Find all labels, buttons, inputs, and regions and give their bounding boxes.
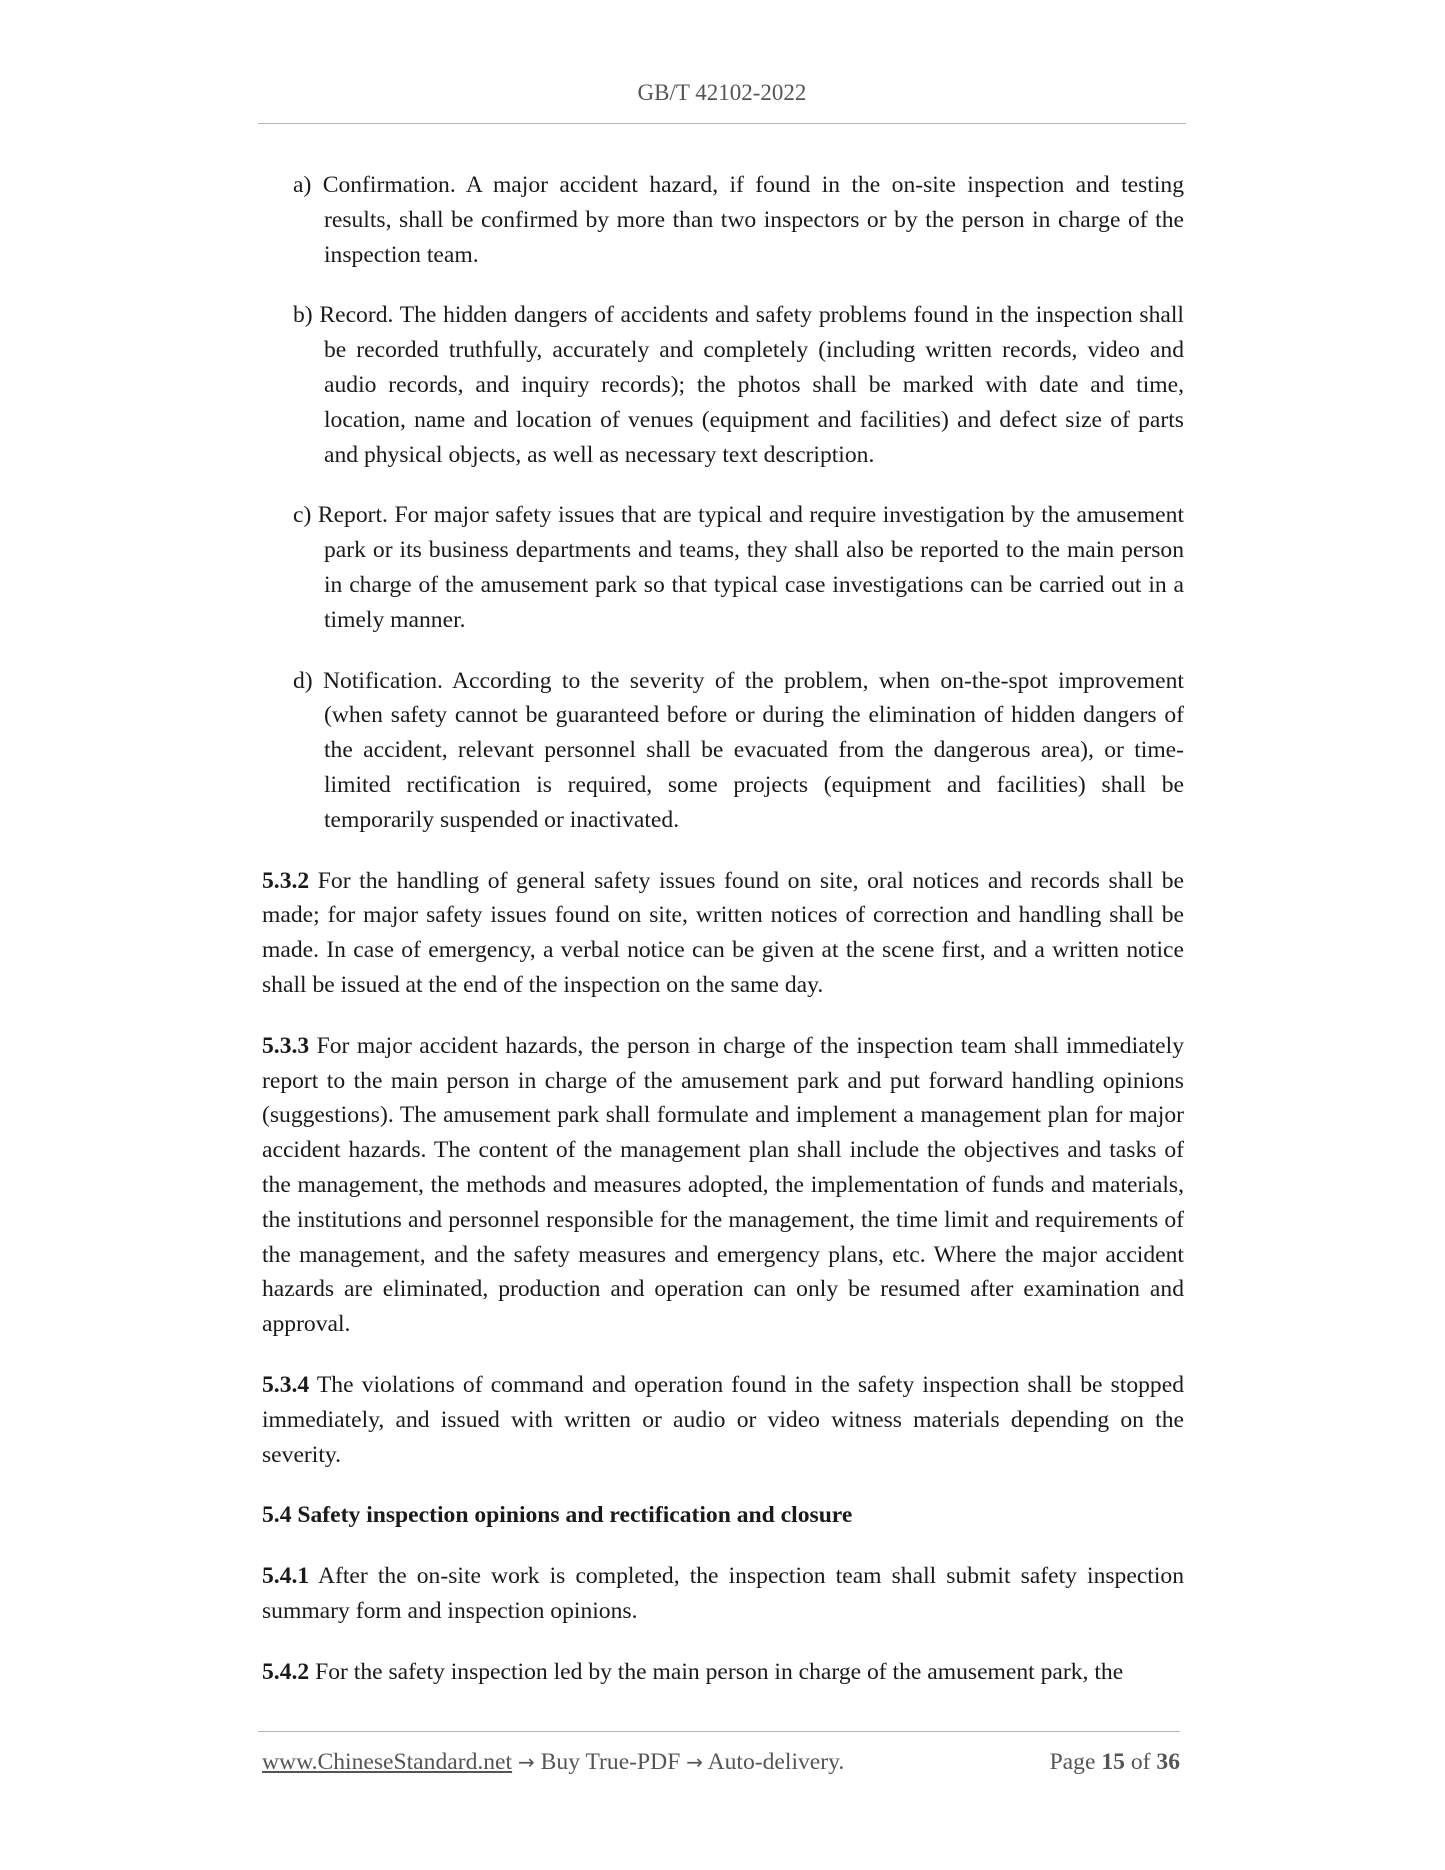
page-counter	[1050, 1749, 1180, 1776]
list-item-record: b) Record. The hidden dangers of accidents and safety problems found in the inspection shall be recorded truthfully, accurately and completely (including written records, video and audio records, and inquiry records); the photos shall be marked with date and time, location, name and location of venues (equipment and facilities) and defect size of parts and physical objects, as well as necessary text description.	[293, 302, 1184, 468]
clause-text: For the safety inspection led by the main person in charge of the amusement park, the	[309, 1658, 1124, 1685]
site-link[interactable]: www.ChineseStandard.net	[262, 1749, 513, 1775]
clause-number: 5.3.3	[262, 1032, 310, 1059]
clause-5-4-2	[262, 1655, 1184, 1690]
footer-promo	[262, 1749, 844, 1776]
delivery-text: Auto-delivery.	[702, 1749, 845, 1775]
of-label: of	[1130, 1749, 1151, 1775]
clause-5-3-4	[262, 1368, 1184, 1472]
clause-text: For major accident hazards, the person in charge of the inspection team shall immediately report to the main person in charge of the amusement park and put forward handling opinions (suggestions). The amusement park shall formulate and implement a management plan for major accident hazards. The content of the management plan shall include the objectives and tasks of the management, the methods and measures adopted, the implementation of funds and materials, the institutions and personnel responsible for the management, the time limit and requirements of the management, and the safety measures and emergency plans, etc. Where the major accident hazards are eliminated, production and operation can only be resumed after examination and approval.	[262, 1032, 1184, 1338]
buy-text: Buy True-PDF	[534, 1749, 687, 1775]
page-total: 36	[1156, 1749, 1180, 1775]
clause-number: 5.4.1	[262, 1563, 310, 1590]
document-id-header: GB/T 42102-2022	[637, 80, 807, 105]
page-footer	[262, 1749, 1180, 1776]
clause-5-3-2	[262, 864, 1184, 1003]
clause-number: 5.3.2	[262, 867, 310, 894]
clause-text: After the on-site work is completed, the inspection team shall submit safety inspection summary form and inspection opinions.	[262, 1563, 1184, 1624]
header-divider	[258, 123, 1186, 124]
section-heading-5-4: 5.4 Safety inspection opinions and rectification and closure	[262, 1502, 853, 1529]
arrow-right-icon: →	[518, 1750, 535, 1774]
page-body	[262, 168, 1184, 1715]
list-item-report: c) Report. For major safety issues that are typical and require investigation by the amusement park or its business departments and teams, they shall also be reported to the main person in charge of the amusement park so that typical case investigations can be carried out in a timely manner.	[293, 502, 1184, 633]
list-item-confirmation: a) Confirmation. A major accident hazard, if found in the on-site inspection and testing results, shall be confirmed by more than two inspectors or by the person in charge of the inspection team.	[293, 172, 1184, 268]
footer-divider	[258, 1731, 1180, 1732]
list-item-notification: d) Notification. According to the severity of the problem, when on-the-spot improvement (when safety cannot be guaranteed before or during the elimination of hidden dangers of the accident, relevant personnel shall be evacuated from the dangerous area), or time-limited rectification is required, some projects (equipment and facilities) shall be temporarily suspended or inactivated.	[293, 667, 1184, 833]
clause-text: For the handling of general safety issues found on site, oral notices and records shall be made; for major safety issues found on site, written notices of correction and handling shall be made. In case of emergency, a verbal notice can be given at the scene first, and a written notice shall be issued at the end of the inspection on the same day.	[262, 867, 1184, 998]
page-label: Page	[1049, 1749, 1096, 1775]
page-number: 15	[1101, 1749, 1125, 1775]
arrow-right-icon: →	[686, 1750, 703, 1774]
clause-number: 5.4.2	[262, 1658, 310, 1685]
clause-text: The violations of command and operation found in the safety inspection shall be stopped immediately, and issued with written or audio or video witness materials depending on the severity.	[262, 1371, 1184, 1468]
clause-number: 5.3.4	[262, 1371, 310, 1398]
clause-5-4-1	[262, 1559, 1184, 1629]
clause-5-3-3	[262, 1029, 1184, 1342]
